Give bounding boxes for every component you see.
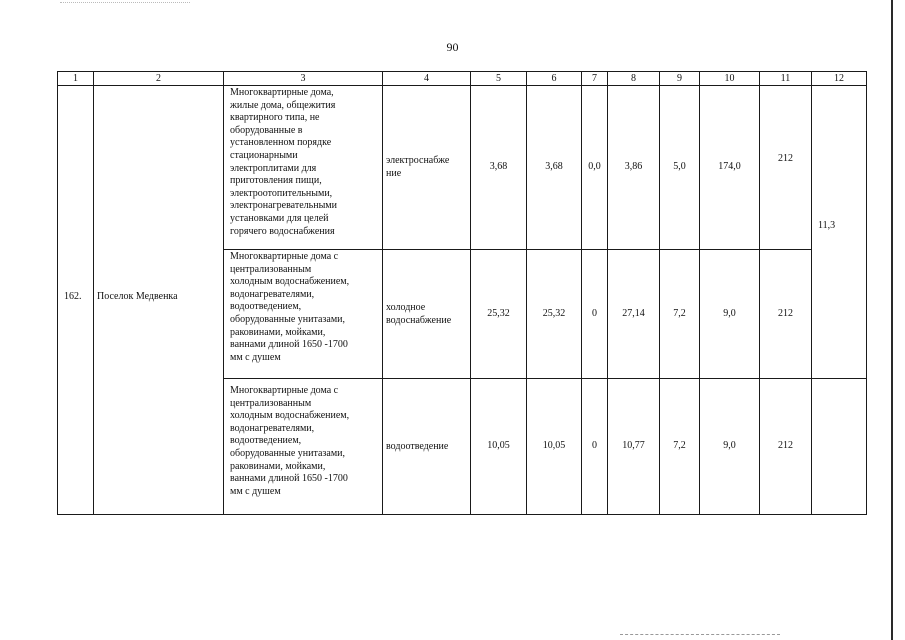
value-cell-7: 0 <box>582 379 608 515</box>
header-row <box>58 72 867 86</box>
building-description: Многоквартирные дома с централизованным холодным водоснабжением, водонагревателями, водоотведением, оборудованные унитазами, раковинами, мойками, ваннами длиной 1650 -1700 мм с душем <box>224 250 383 379</box>
value-cell-10: 9,0 <box>700 250 760 379</box>
building-description: Многоквартирные дома с централизованным холодным водоснабжением, водонагревателями, водоотведением, оборудованные унитазами, раковинами, мойками, ваннами длиной 1650 -1700 мм с душем <box>224 379 383 515</box>
value-cell-9: 7,2 <box>660 250 700 379</box>
page-number: 90 <box>446 40 459 54</box>
header-cell: 10 <box>700 72 760 86</box>
value-cell-11: 212 <box>760 86 812 250</box>
value-cell-5: 3,68 <box>471 86 527 250</box>
value-cell-6: 25,32 <box>527 250 582 379</box>
header-cell: 9 <box>660 72 700 86</box>
scan-edge-right <box>891 0 893 640</box>
value-cell-8: 3,86 <box>608 86 660 250</box>
value-cell-7: 0,0 <box>582 86 608 250</box>
header-cell: 5 <box>471 72 527 86</box>
header-cell: 1 <box>58 72 94 86</box>
row-number: 162. <box>58 86 94 515</box>
service-type: холодное водоснабжение <box>383 250 471 379</box>
value-cell-9: 5,0 <box>660 86 700 250</box>
header-cell: 6 <box>527 72 582 86</box>
header-cell: 11 <box>760 72 812 86</box>
value-cell-8: 10,77 <box>608 379 660 515</box>
value-cell-5: 10,05 <box>471 379 527 515</box>
value-cell-11: 212 <box>760 250 812 379</box>
value-cell-6: 3,68 <box>527 86 582 250</box>
value-cell-11: 212 <box>760 379 812 515</box>
value-cell-8: 27,14 <box>608 250 660 379</box>
value-cell-7: 0 <box>582 250 608 379</box>
service-type: электроснабже ние <box>383 86 471 250</box>
value-cell-10: 174,0 <box>700 86 760 250</box>
tariff-table <box>57 71 867 515</box>
header-cell: 12 <box>812 72 867 86</box>
value-cell-9: 7,2 <box>660 379 700 515</box>
table-row <box>58 86 867 250</box>
value-cell-6: 10,05 <box>527 379 582 515</box>
settlement-name: Поселок Медвенка <box>94 86 224 515</box>
header-cell: 7 <box>582 72 608 86</box>
building-description: Многоквартирные дома, жилые дома, общежития квартирного типа, не оборудованные в установленном порядке стационарными электроплитами для приготовления пищи, электроотопительными, электронагревательными установками для целей горячего водоснабжения <box>224 86 383 250</box>
scan-artifact-bottom <box>620 634 780 635</box>
value-cell-10: 9,0 <box>700 379 760 515</box>
service-type: водоотведение <box>383 379 471 515</box>
header-cell: 8 <box>608 72 660 86</box>
value-cell-5: 25,32 <box>471 250 527 379</box>
value-cell-12-empty <box>812 379 867 515</box>
header-cell: 2 <box>94 72 224 86</box>
header-cell: 3 <box>224 72 383 86</box>
value-cell-12: 11,3 <box>812 86 867 379</box>
scan-artifact-top <box>60 2 190 3</box>
header-cell: 4 <box>383 72 471 86</box>
